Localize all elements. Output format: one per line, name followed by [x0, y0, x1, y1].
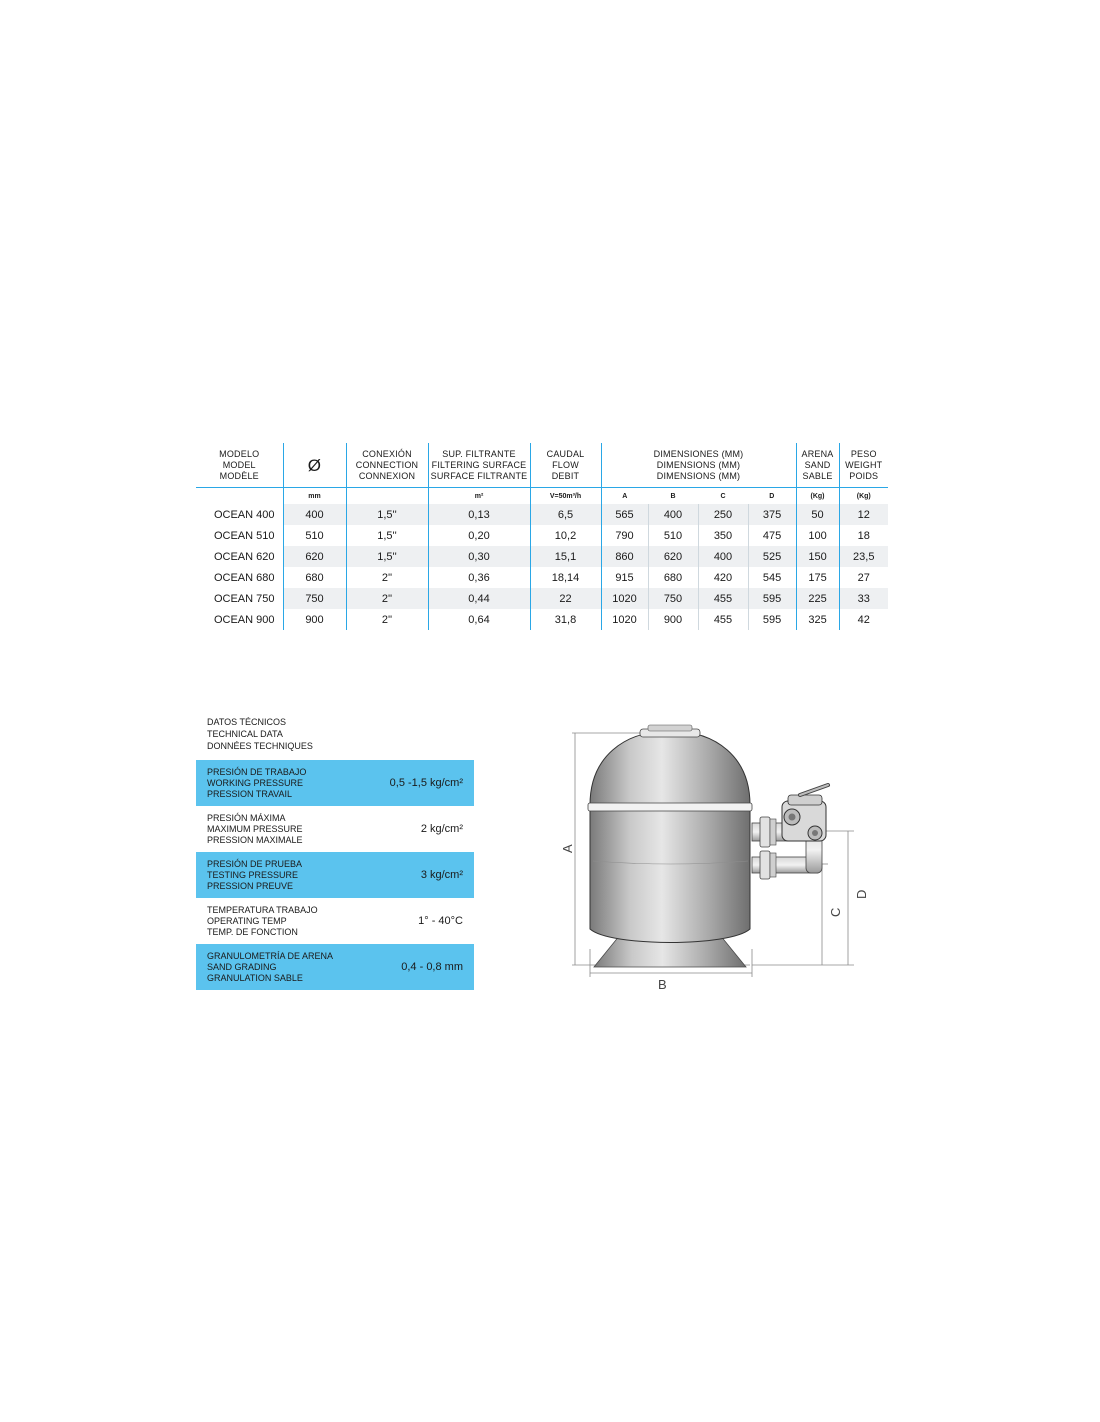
table-cell: 100 — [796, 525, 839, 546]
model-name-cell: OCEAN 510 — [213, 529, 275, 542]
table-cell: 400 — [283, 504, 346, 525]
header-flow: CAUDAL FLOW DEBIT — [530, 443, 601, 488]
table-cell: 0,64 — [428, 609, 530, 630]
table-cell: 12 — [839, 504, 888, 525]
table-cell: 31,8 — [530, 609, 601, 630]
table-row — [196, 504, 888, 525]
table-cell: 475 — [748, 525, 796, 546]
unit-cell: D — [748, 488, 796, 505]
table-cell: 680 — [648, 567, 698, 588]
header-dimensions: DIMENSIONES (MM) DIMENSIONS (MM) DIMENSIONS (MM) — [601, 443, 796, 488]
table-cell: 525 — [748, 546, 796, 567]
table-cell: 1,5'' — [346, 546, 428, 567]
table-cell: 175 — [796, 567, 839, 588]
table-cell: 860 — [601, 546, 648, 567]
unit-cell: A — [601, 488, 648, 505]
unit-cell: B — [648, 488, 698, 505]
table-row — [196, 588, 888, 609]
table-cell: 1020 — [601, 609, 648, 630]
table-cell: 0,13 — [428, 504, 530, 525]
table-cell: 900 — [648, 609, 698, 630]
spec-table — [196, 443, 888, 630]
table-cell: 1020 — [601, 588, 648, 609]
header-connection: CONEXIÓN CONNECTION CONNEXION — [346, 443, 428, 488]
table-cell: 420 — [698, 567, 748, 588]
tech-value: 1° - 40°C — [418, 915, 463, 927]
tech-row-max-pressure: PRESIÓN MÁXIMA MAXIMUM PRESSURE PRESSION MAXIMALE 2 kg/cm² — [207, 812, 463, 845]
tech-row-sand-grading: GRANULOMETRÍA DE ARENA SAND GRADING GRANULATION SABLE 0,4 - 0,8 mm — [196, 944, 474, 990]
filter-tank-band — [588, 803, 752, 811]
header-diameter: Ø — [283, 443, 346, 488]
header-model: MODELO MODEL MODÈLE — [219, 448, 260, 481]
table-cell: 900 — [283, 609, 346, 630]
table-cell: 750 — [283, 588, 346, 609]
unit-cell: (Kg) — [796, 488, 839, 505]
table-row — [196, 609, 888, 630]
table-cell: 23,5 — [839, 546, 888, 567]
table-cell: 0,44 — [428, 588, 530, 609]
table-cell: 15,1 — [530, 546, 601, 567]
table-cell: 620 — [283, 546, 346, 567]
model-name-cell: OCEAN 620 — [196, 546, 283, 567]
table-cell: 790 — [601, 525, 648, 546]
model-name-cell: OCEAN 750 — [196, 588, 283, 609]
table-cell: 33 — [839, 588, 888, 609]
header-sand: ARENA SAND SABLE — [796, 443, 839, 488]
table-cell: 50 — [796, 504, 839, 525]
filter-tank — [590, 731, 750, 943]
table-cell: 225 — [796, 588, 839, 609]
table-row — [196, 567, 888, 588]
table-cell: 2'' — [346, 609, 428, 630]
model-name-cell: OCEAN 900 — [213, 613, 275, 626]
table-cell: 375 — [748, 504, 796, 525]
table-cell: 42 — [839, 609, 888, 630]
table-cell: 2'' — [346, 567, 428, 588]
table-cell: 27 — [839, 567, 888, 588]
table-cell: 545 — [748, 567, 796, 588]
model-name-cell: OCEAN 680 — [213, 571, 275, 584]
table-row — [196, 525, 888, 546]
table-cell: 400 — [648, 504, 698, 525]
table-cell: 1,5'' — [346, 504, 428, 525]
table-cell: 595 — [748, 609, 796, 630]
header-filter-surface: SUP. FILTRANTE FILTERING SURFACE SURFACE FILTRANTE — [428, 443, 530, 488]
unit-cell: mm — [283, 488, 346, 505]
unit-cell: V=50m³/h — [530, 488, 601, 505]
dimension-label-d: D — [854, 889, 869, 899]
tech-row-operating-temp: TEMPERATURA TRABAJO OPERATING TEMP TEMP. DE FONCTION 1° - 40°C — [207, 904, 463, 937]
header-weight: PESO WEIGHT POIDS — [839, 443, 888, 488]
units-row — [196, 488, 888, 505]
table-cell: 915 — [601, 567, 648, 588]
table-cell: 1,5'' — [346, 525, 428, 546]
unit-cell — [346, 488, 428, 505]
table-cell: 400 — [698, 546, 748, 567]
dimension-label-b: B — [658, 977, 667, 992]
table-cell: 325 — [796, 609, 839, 630]
model-name-cell: OCEAN 400 — [196, 504, 283, 525]
table-cell: 6,5 — [530, 504, 601, 525]
dimension-label-a: A — [560, 844, 575, 853]
tech-value: 2 kg/cm² — [420, 823, 463, 835]
table-cell: 680 — [283, 567, 346, 588]
tech-value: 0,4 - 0,8 mm — [401, 961, 463, 973]
table-cell: 0,20 — [428, 525, 530, 546]
table-cell: 510 — [648, 525, 698, 546]
table-row — [196, 546, 888, 567]
table-cell: 0,30 — [428, 546, 530, 567]
unit-cell — [196, 488, 283, 505]
unit-cell: m² — [428, 488, 530, 505]
table-cell: 565 — [601, 504, 648, 525]
table-cell: 455 — [698, 609, 748, 630]
multiport-valve — [782, 785, 828, 841]
table-cell: 22 — [530, 588, 601, 609]
unit-cell: (Kg) — [839, 488, 888, 505]
table-cell: 455 — [698, 588, 748, 609]
tech-row-test-pressure: PRESIÓN DE PRUEBA TESTING PRESSURE PRESSION PREUVE 3 kg/cm² — [196, 852, 474, 898]
table-cell: 595 — [748, 588, 796, 609]
table-cell: 0,36 — [428, 567, 530, 588]
unit-cell: C — [698, 488, 748, 505]
table-cell: 18 — [839, 525, 888, 546]
table-cell: 620 — [648, 546, 698, 567]
tech-value: 0,5 -1,5 kg/cm² — [389, 777, 463, 789]
table-cell: 2'' — [346, 588, 428, 609]
table-cell: 510 — [283, 525, 346, 546]
table-cell: 350 — [698, 525, 748, 546]
technical-data-title: DATOS TÉCNICOS TECHNICAL DATA DONNÉES TECHNIQUES — [207, 717, 313, 751]
dimension-label-c: C — [828, 907, 843, 917]
tech-row-working-pressure: PRESIÓN DE TRABAJO WORKING PRESSURE PRESSION TRAVAIL 0,5 -1,5 kg/cm² — [196, 760, 474, 806]
tech-value: 3 kg/cm² — [420, 869, 463, 881]
sand-filter-diagram — [560, 715, 880, 995]
table-cell: 750 — [648, 588, 698, 609]
table-cell: 250 — [698, 504, 748, 525]
table-cell: 18,14 — [530, 567, 601, 588]
technical-data-list — [196, 760, 474, 990]
table-cell: 150 — [796, 546, 839, 567]
table-cell: 10,2 — [530, 525, 601, 546]
